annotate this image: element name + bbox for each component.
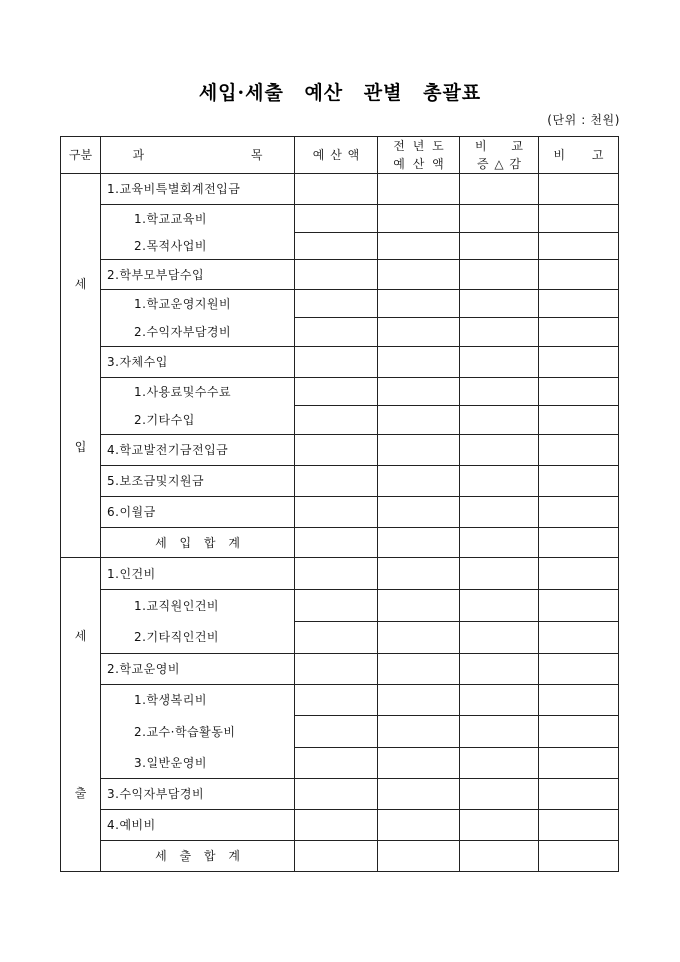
remarks-cell bbox=[539, 685, 619, 716]
header-prev-budget-line1: 전 년 도 bbox=[393, 139, 444, 153]
subitem-label: 2.기타수입 bbox=[101, 406, 295, 435]
remarks-cell bbox=[539, 290, 619, 318]
difference-cell bbox=[460, 318, 539, 347]
subitem-label: 3.일반운영비 bbox=[101, 748, 295, 779]
category-label: 3.자체수입 bbox=[101, 347, 295, 378]
prev-year-budget-cell bbox=[378, 290, 460, 318]
prev-year-budget-cell bbox=[378, 716, 460, 748]
difference-cell bbox=[460, 779, 539, 810]
remarks-cell bbox=[539, 378, 619, 406]
revenue-division-char: 세 bbox=[74, 277, 87, 291]
remarks-cell bbox=[539, 590, 619, 622]
prev-year-budget-cell bbox=[378, 318, 460, 347]
budget-amount-cell bbox=[295, 810, 378, 841]
remarks-cell bbox=[539, 841, 619, 872]
subitem-label: 2.교수·학습활동비 bbox=[101, 716, 295, 748]
prev-year-budget-cell bbox=[378, 233, 460, 260]
header-comparison bbox=[460, 137, 539, 174]
category-label: 4.학교발전기금전입금 bbox=[101, 435, 295, 466]
difference-cell bbox=[460, 290, 539, 318]
difference-cell bbox=[460, 497, 539, 528]
expenditure-division-char: 출 bbox=[74, 786, 87, 800]
expenditure-row bbox=[61, 748, 619, 779]
header-row bbox=[61, 137, 619, 174]
prev-year-budget-cell bbox=[378, 841, 460, 872]
subitem-label: 1.교직원인건비 bbox=[101, 590, 295, 622]
prev-year-budget-cell bbox=[378, 590, 460, 622]
budget-amount-cell bbox=[295, 318, 378, 347]
remarks-cell bbox=[539, 174, 619, 205]
revenue-total-label: 세 입 합 계 bbox=[101, 528, 295, 558]
prev-year-budget-cell bbox=[378, 205, 460, 233]
revenue-row bbox=[61, 378, 619, 406]
subitem-label: 2.목적사업비 bbox=[101, 233, 295, 260]
expenditure-division-char: 세 bbox=[74, 629, 87, 643]
difference-cell bbox=[460, 810, 539, 841]
category-label: 1.교육비특별회계전입금 bbox=[101, 174, 295, 205]
remarks-cell bbox=[539, 233, 619, 260]
budget-amount-cell bbox=[295, 347, 378, 378]
difference-cell bbox=[460, 558, 539, 590]
budget-amount-cell bbox=[295, 260, 378, 290]
difference-cell bbox=[460, 174, 539, 205]
difference-cell bbox=[460, 378, 539, 406]
subitem-label: 1.학생복리비 bbox=[101, 685, 295, 716]
expenditure-row bbox=[61, 622, 619, 654]
difference-cell bbox=[460, 716, 539, 748]
header-prev-budget-line2: 예 산 액 bbox=[393, 157, 444, 171]
category-label: 2.학교운영비 bbox=[101, 654, 295, 685]
expenditure-division bbox=[61, 558, 101, 872]
header-prev-budget bbox=[378, 137, 460, 174]
budget-amount-cell bbox=[295, 290, 378, 318]
budget-amount-cell bbox=[295, 233, 378, 260]
remarks-cell bbox=[539, 347, 619, 378]
remarks-cell bbox=[539, 318, 619, 347]
remarks-cell bbox=[539, 260, 619, 290]
budget-amount-cell bbox=[295, 435, 378, 466]
budget-amount-cell bbox=[295, 779, 378, 810]
header-budget: 예 산 액 bbox=[295, 137, 378, 174]
revenue-row bbox=[61, 406, 619, 435]
subitem-label: 2.수익자부담경비 bbox=[101, 318, 295, 347]
revenue-row bbox=[61, 205, 619, 233]
budget-amount-cell bbox=[295, 174, 378, 205]
subitem-label: 1.학교교육비 bbox=[101, 205, 295, 233]
revenue-row bbox=[61, 290, 619, 318]
remarks-cell bbox=[539, 622, 619, 654]
category-label: 5.보조금및지원금 bbox=[101, 466, 295, 497]
remarks-cell bbox=[539, 528, 619, 558]
remarks-cell bbox=[539, 654, 619, 685]
difference-cell bbox=[460, 622, 539, 654]
remarks-cell bbox=[539, 558, 619, 590]
expenditure-row bbox=[61, 716, 619, 748]
prev-year-budget-cell bbox=[378, 748, 460, 779]
remarks-cell bbox=[539, 810, 619, 841]
category-label: 2.학부모부담수입 bbox=[101, 260, 295, 290]
difference-cell bbox=[460, 748, 539, 779]
prev-year-budget-cell bbox=[378, 260, 460, 290]
remarks-cell bbox=[539, 435, 619, 466]
revenue-row bbox=[61, 260, 619, 290]
budget-amount-cell bbox=[295, 406, 378, 435]
budget-summary-table bbox=[60, 136, 619, 872]
expenditure-row bbox=[61, 779, 619, 810]
revenue-row bbox=[61, 497, 619, 528]
expenditure-row bbox=[61, 590, 619, 622]
difference-cell bbox=[460, 435, 539, 466]
header-subject: 과 목 bbox=[101, 137, 295, 174]
revenue-division bbox=[61, 174, 101, 558]
budget-amount-cell bbox=[295, 205, 378, 233]
revenue-division-label bbox=[61, 277, 100, 454]
revenue-row bbox=[61, 466, 619, 497]
budget-amount-cell bbox=[295, 590, 378, 622]
revenue-row bbox=[61, 318, 619, 347]
remarks-cell bbox=[539, 406, 619, 435]
difference-cell bbox=[460, 654, 539, 685]
revenue-row bbox=[61, 174, 619, 205]
prev-year-budget-cell bbox=[378, 685, 460, 716]
difference-cell bbox=[460, 841, 539, 872]
budget-amount-cell bbox=[295, 378, 378, 406]
budget-amount-cell bbox=[295, 558, 378, 590]
expenditure-row bbox=[61, 558, 619, 590]
difference-cell bbox=[460, 685, 539, 716]
expenditure-total-row bbox=[61, 841, 619, 872]
revenue-row bbox=[61, 347, 619, 378]
difference-cell bbox=[460, 205, 539, 233]
difference-cell bbox=[460, 590, 539, 622]
header-comparison-line2: 증 △ 감 bbox=[476, 157, 522, 171]
category-label: 1.인건비 bbox=[101, 558, 295, 590]
prev-year-budget-cell bbox=[378, 174, 460, 205]
budget-amount-cell bbox=[295, 841, 378, 872]
category-label: 4.예비비 bbox=[101, 810, 295, 841]
expenditure-row bbox=[61, 654, 619, 685]
budget-amount-cell bbox=[295, 685, 378, 716]
remarks-cell bbox=[539, 466, 619, 497]
prev-year-budget-cell bbox=[378, 528, 460, 558]
difference-cell bbox=[460, 233, 539, 260]
difference-cell bbox=[460, 347, 539, 378]
revenue-row bbox=[61, 435, 619, 466]
remarks-cell bbox=[539, 779, 619, 810]
unit-label: (단위 : 천원) bbox=[547, 113, 620, 127]
prev-year-budget-cell bbox=[378, 406, 460, 435]
expenditure-row bbox=[61, 810, 619, 841]
prev-year-budget-cell bbox=[378, 810, 460, 841]
prev-year-budget-cell bbox=[378, 466, 460, 497]
prev-year-budget-cell bbox=[378, 378, 460, 406]
remarks-cell bbox=[539, 716, 619, 748]
budget-amount-cell bbox=[295, 654, 378, 685]
budget-amount-cell bbox=[295, 622, 378, 654]
expenditure-total-label: 세 출 합 계 bbox=[101, 841, 295, 872]
remarks-cell bbox=[539, 205, 619, 233]
prev-year-budget-cell bbox=[378, 435, 460, 466]
subitem-label: 1.학교운영지원비 bbox=[101, 290, 295, 318]
header-remarks: 비 고 bbox=[539, 137, 619, 174]
subitem-label: 1.사용료및수수료 bbox=[101, 378, 295, 406]
budget-amount-cell bbox=[295, 466, 378, 497]
remarks-cell bbox=[539, 497, 619, 528]
prev-year-budget-cell bbox=[378, 347, 460, 378]
difference-cell bbox=[460, 466, 539, 497]
prev-year-budget-cell bbox=[378, 622, 460, 654]
budget-amount-cell bbox=[295, 748, 378, 779]
header-comparison-line1: 비 교 bbox=[475, 139, 523, 153]
header-division: 구분 bbox=[61, 137, 101, 174]
revenue-total-row bbox=[61, 528, 619, 558]
page-title: 세입·세출 예산 관별 총괄표 bbox=[198, 82, 482, 104]
remarks-cell bbox=[539, 748, 619, 779]
category-label: 6.이월금 bbox=[101, 497, 295, 528]
prev-year-budget-cell bbox=[378, 497, 460, 528]
budget-amount-cell bbox=[295, 716, 378, 748]
revenue-row bbox=[61, 233, 619, 260]
difference-cell bbox=[460, 528, 539, 558]
prev-year-budget-cell bbox=[378, 558, 460, 590]
difference-cell bbox=[460, 406, 539, 435]
difference-cell bbox=[460, 260, 539, 290]
prev-year-budget-cell bbox=[378, 654, 460, 685]
budget-amount-cell bbox=[295, 497, 378, 528]
revenue-division-char: 입 bbox=[74, 440, 87, 454]
subitem-label: 2.기타직인건비 bbox=[101, 622, 295, 654]
prev-year-budget-cell bbox=[378, 779, 460, 810]
category-label: 3.수익자부담경비 bbox=[101, 779, 295, 810]
expenditure-division-label bbox=[61, 629, 100, 800]
budget-amount-cell bbox=[295, 528, 378, 558]
expenditure-row bbox=[61, 685, 619, 716]
